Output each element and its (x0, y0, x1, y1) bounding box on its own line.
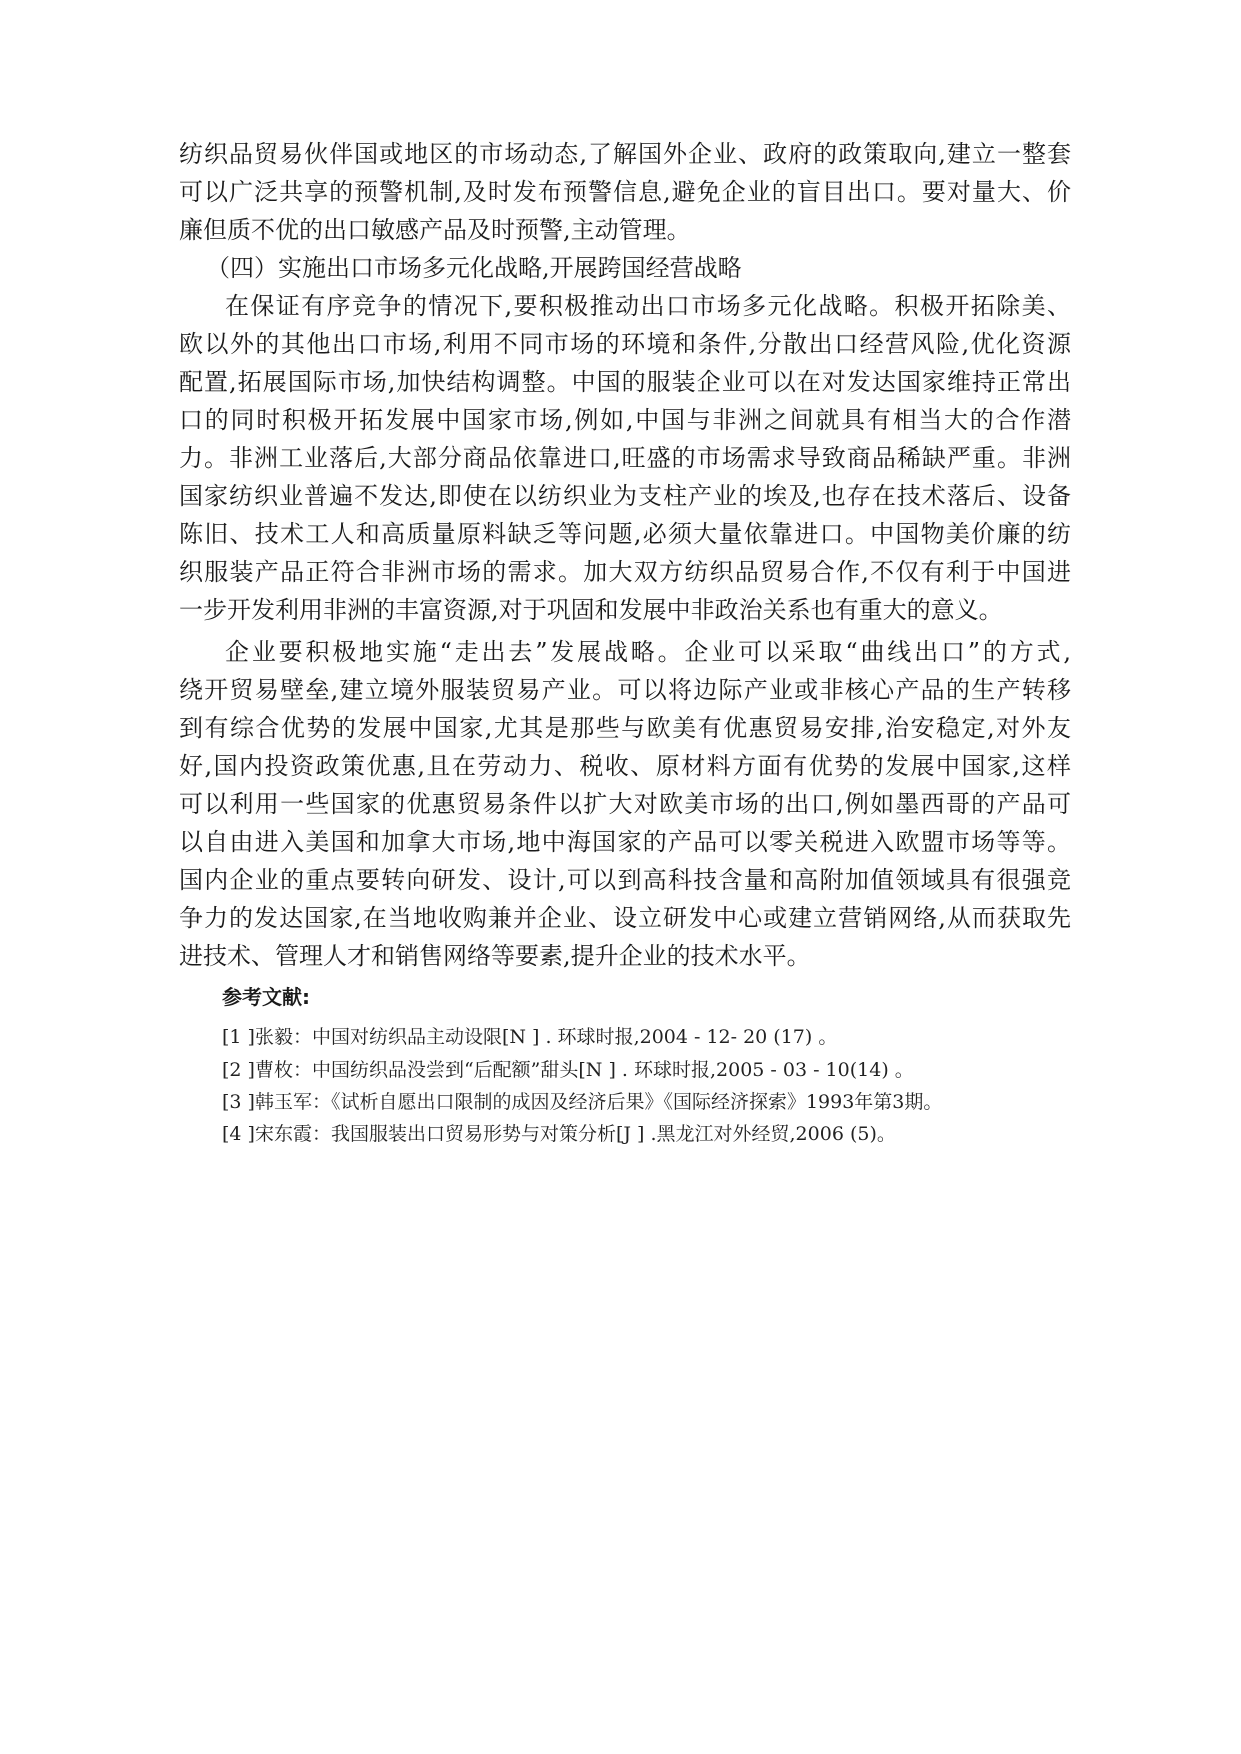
paragraph-2-line-2: 欧以外的其他出口市场,利用不同市场的环境和条件,分散出口经营风险,优化资源 (179, 330, 1071, 358)
reference-item-2: [2 ]曹枚：中国纺织品没尝到“后配额”甜头[N ] . 环球时报,2005 - 03 - 10(14) 。 (222, 1059, 914, 1081)
paragraph-2-line-5: 力。非洲工业落后,大部分商品依靠进口,旺盛的市场需求导致商品稀缺严重。非洲 (179, 444, 1071, 472)
paragraph-2-line-9: 一步开发利用非洲的丰富资源,对于巩固和发展中非政治关系也有重大的意义。 (179, 596, 1003, 624)
paragraph-2-line-3: 配置,拓展国际市场,加快结构调整。中国的服装企业可以在对发达国家维持正常出 (179, 368, 1071, 396)
references-title: 参考文献: (222, 985, 310, 1009)
paragraph-1-line-3: 廉但质不优的出口敏感产品及时预警,主动管理。 (179, 216, 691, 244)
paragraph-2-line-8: 织服装产品正符合非洲市场的需求。加大双方纺织品贸易合作,不仅有利于中国进 (179, 558, 1071, 586)
paragraph-3-line-7: 国内企业的重点要转向研发、设计,可以到高科技含量和高附加值领域具有很强竞 (179, 866, 1071, 894)
paragraph-3-line-1: 企业要积极地实施“走出去”发展战略。企业可以采取“曲线出口”的方式, (225, 638, 1071, 666)
paragraph-1-line-2: 可以广泛共享的预警机制,及时发布预警信息,避免企业的盲目出口。要对量大、价 (179, 178, 1071, 206)
reference-item-4: [4 ]宋东霞：我国服装出口贸易形势与对策分析[J ] .黑龙江对外经贸,2006 (5)。 (222, 1123, 896, 1145)
paragraph-2-line-1: 在保证有序竞争的情况下,要积极推动出口市场多元化战略。积极开拓除美、 (225, 292, 1071, 320)
section-heading: （四）实施出口市场多元化战略,开展跨国经营战略 (206, 254, 742, 282)
paragraph-3-line-6: 以自由进入美国和加拿大市场,地中海国家的产品可以零关税进入欧盟市场等等。 (179, 828, 1071, 856)
paragraph-2-line-6: 国家纺织业普遍不发达,即使在以纺织业为支柱产业的埃及,也存在技术落后、设备 (179, 482, 1071, 510)
reference-item-3: [3 ]韩玉军：《试析自愿出口限制的成因及经济后果》《国际经济探索》1993年第3期。 (222, 1091, 943, 1113)
paragraph-3-line-4: 好,国内投资政策优惠,且在劳动力、税收、原材料方面有优势的发展中国家,这样 (179, 752, 1071, 780)
paragraph-3-line-3: 到有综合优势的发展中国家,尤其是那些与欧美有优惠贸易安排,治安稳定,对外友 (179, 714, 1071, 742)
reference-item-1: [1 ]张毅：中国对纺织品主动设限[N ] . 环球时报,2004 - 12- 20 (17) 。 (222, 1026, 838, 1048)
paragraph-3-line-8: 争力的发达国家,在当地收购兼并企业、设立研发中心或建立营销网络,从而获取先 (179, 904, 1071, 932)
paragraph-3-line-9: 进技术、管理人才和销售网络等要素,提升企业的技术水平。 (179, 942, 811, 970)
paragraph-2-line-7: 陈旧、技术工人和高质量原料缺乏等问题,必须大量依靠进口。中国物美价廉的纺 (179, 520, 1071, 548)
paragraph-2-line-4: 口的同时积极开拓发展中国家市场,例如,中国与非洲之间就具有相当大的合作潜 (179, 406, 1071, 434)
paragraph-1-line-1: 纺织品贸易伙伴国或地区的市场动态,了解国外企业、政府的政策取向,建立一整套 (179, 140, 1071, 168)
paragraph-3-line-2: 绕开贸易壁垒,建立境外服装贸易产业。可以将边际产业或非核心产品的生产转移 (179, 676, 1071, 704)
paragraph-3-line-5: 可以利用一些国家的优惠贸易条件以扩大对欧美市场的出口,例如墨西哥的产品可 (179, 790, 1071, 818)
